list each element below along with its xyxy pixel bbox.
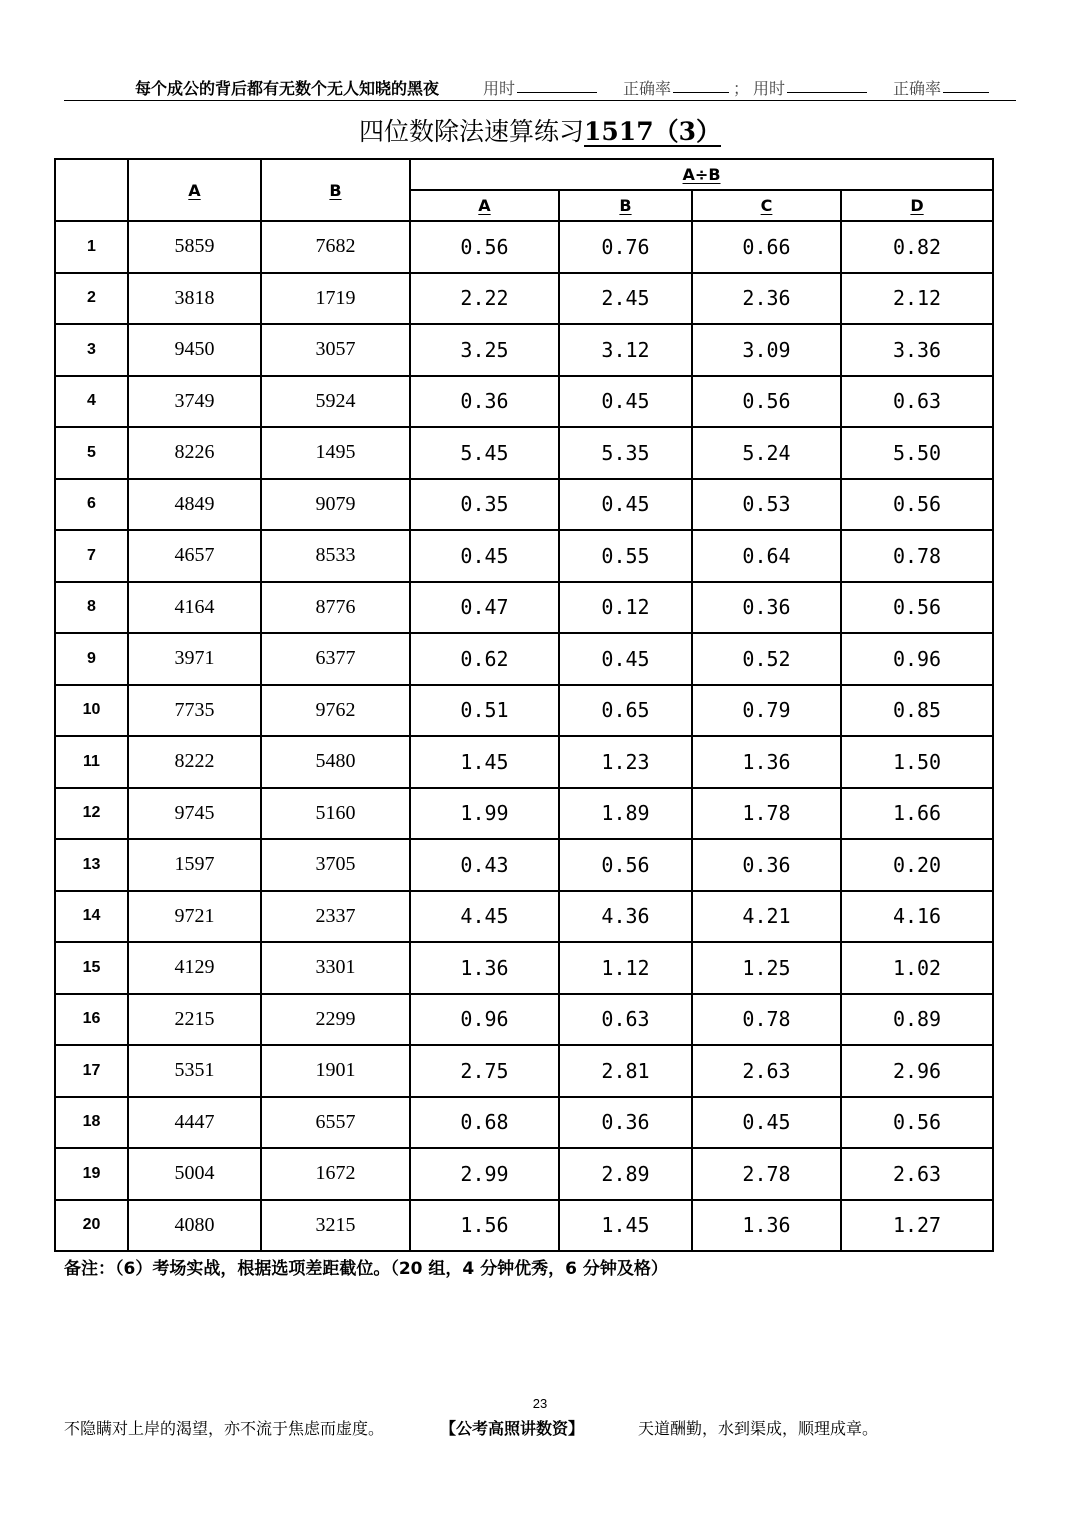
value-a: 4447 [128, 1097, 261, 1149]
table-row [55, 427, 993, 479]
option-d: 0.96 [841, 633, 993, 685]
option-header-c: C [692, 190, 841, 221]
option-d: 0.63 [841, 376, 993, 428]
value-a: 4080 [128, 1200, 261, 1252]
header-rule [64, 100, 1016, 101]
value-a: 4849 [128, 479, 261, 531]
value-b: 3301 [261, 942, 410, 994]
table-row [55, 1045, 993, 1097]
value-a: 9745 [128, 788, 261, 840]
value-a: 5004 [128, 1148, 261, 1200]
time-blank-1[interactable] [517, 76, 597, 93]
value-b: 2299 [261, 994, 410, 1046]
option-a: 5.45 [410, 427, 559, 479]
option-header-b: B [559, 190, 692, 221]
option-d: 0.20 [841, 839, 993, 891]
row-number: 9 [55, 633, 128, 685]
option-c: 1.25 [692, 942, 841, 994]
table-row [55, 839, 993, 891]
value-b: 6557 [261, 1097, 410, 1149]
option-c: 0.53 [692, 479, 841, 531]
row-number: 2 [55, 273, 128, 325]
value-a: 2215 [128, 994, 261, 1046]
option-c: 1.36 [692, 736, 841, 788]
option-a: 0.45 [410, 530, 559, 582]
option-b: 0.12 [559, 582, 692, 634]
table-row [55, 685, 993, 737]
option-c: 0.66 [692, 221, 841, 273]
table-row [55, 221, 993, 273]
option-a: 0.36 [410, 376, 559, 428]
option-d: 1.66 [841, 788, 993, 840]
option-a: 1.56 [410, 1200, 559, 1252]
row-number: 5 [55, 427, 128, 479]
option-b: 1.23 [559, 736, 692, 788]
option-c: 0.56 [692, 376, 841, 428]
option-a: 4.45 [410, 891, 559, 943]
option-d: 0.89 [841, 994, 993, 1046]
accuracy-blank-2[interactable] [943, 76, 989, 93]
row-number: 3 [55, 324, 128, 376]
option-d: 2.96 [841, 1045, 993, 1097]
option-b: 1.89 [559, 788, 692, 840]
value-b: 7682 [261, 221, 410, 273]
option-a: 2.99 [410, 1148, 559, 1200]
value-b: 1719 [261, 273, 410, 325]
value-b: 9079 [261, 479, 410, 531]
division-practice-table [54, 158, 994, 1252]
value-b: 6377 [261, 633, 410, 685]
option-a: 1.36 [410, 942, 559, 994]
note: 备注：（6）考场实战，根据选项差距截位。（20 组，4 分钟优秀，6 分钟及格） [64, 1259, 668, 1279]
option-a: 0.68 [410, 1097, 559, 1149]
page-number: 23 [532, 1396, 548, 1411]
option-d: 5.50 [841, 427, 993, 479]
table-row [55, 994, 993, 1046]
row-number: 17 [55, 1045, 128, 1097]
option-b: 1.12 [559, 942, 692, 994]
row-number: 8 [55, 582, 128, 634]
value-b: 5160 [261, 788, 410, 840]
header-separator: ； [733, 79, 750, 98]
value-a: 8226 [128, 427, 261, 479]
option-d: 0.56 [841, 582, 993, 634]
option-b: 0.65 [559, 685, 692, 737]
option-c: 0.52 [692, 633, 841, 685]
index-header [55, 159, 128, 221]
header-motto: 每个成公的背后都有无数个无人知晓的黑夜 [135, 79, 440, 98]
value-b: 1901 [261, 1045, 410, 1097]
option-c: 1.36 [692, 1200, 841, 1252]
option-c: 5.24 [692, 427, 841, 479]
option-d: 2.12 [841, 273, 993, 325]
option-b: 0.55 [559, 530, 692, 582]
value-a: 4657 [128, 530, 261, 582]
value-b: 2337 [261, 891, 410, 943]
table-row [55, 942, 993, 994]
row-number: 19 [55, 1148, 128, 1200]
option-header-a: A [410, 190, 559, 221]
option-a: 0.56 [410, 221, 559, 273]
option-c: 0.78 [692, 994, 841, 1046]
row-number: 6 [55, 479, 128, 531]
table-row [55, 582, 993, 634]
option-b: 0.45 [559, 633, 692, 685]
page-title [0, 112, 1080, 148]
group-header-quotient: A÷B [410, 159, 993, 190]
row-number: 20 [55, 1200, 128, 1252]
time-label-1: 用时 [483, 79, 516, 98]
footer-middle: 【公考高照讲数资】 [440, 1419, 585, 1438]
option-c: 0.79 [692, 685, 841, 737]
table-row [55, 530, 993, 582]
value-a: 4129 [128, 942, 261, 994]
value-b: 3057 [261, 324, 410, 376]
option-b: 0.76 [559, 221, 692, 273]
table-row [55, 1200, 993, 1252]
row-number: 18 [55, 1097, 128, 1149]
table-row [55, 788, 993, 840]
option-a: 2.75 [410, 1045, 559, 1097]
title-number: 1517（3） [584, 117, 721, 146]
value-a: 9721 [128, 891, 261, 943]
option-b: 5.35 [559, 427, 692, 479]
option-header-d: D [841, 190, 993, 221]
table-row [55, 479, 993, 531]
footer-right: 天道酬勤，水到渠成，顺理成章。 [638, 1419, 879, 1438]
row-number: 15 [55, 942, 128, 994]
option-d: 1.50 [841, 736, 993, 788]
option-a: 1.99 [410, 788, 559, 840]
value-a: 7735 [128, 685, 261, 737]
option-d: 0.56 [841, 479, 993, 531]
option-d: 1.02 [841, 942, 993, 994]
option-a: 0.35 [410, 479, 559, 531]
table-row [55, 1097, 993, 1149]
option-d: 4.16 [841, 891, 993, 943]
value-b: 1672 [261, 1148, 410, 1200]
column-header-a: A [128, 159, 261, 221]
value-b: 5924 [261, 376, 410, 428]
option-a: 0.47 [410, 582, 559, 634]
row-number: 7 [55, 530, 128, 582]
page-header [135, 76, 1015, 100]
option-a: 0.51 [410, 685, 559, 737]
value-a: 4164 [128, 582, 261, 634]
option-d: 0.78 [841, 530, 993, 582]
row-number: 10 [55, 685, 128, 737]
option-b: 3.12 [559, 324, 692, 376]
option-d: 2.63 [841, 1148, 993, 1200]
option-b: 0.45 [559, 479, 692, 531]
row-number: 14 [55, 891, 128, 943]
accuracy-label-2: 正确率 [893, 79, 942, 98]
value-a: 8222 [128, 736, 261, 788]
option-a: 3.25 [410, 324, 559, 376]
option-b: 0.36 [559, 1097, 692, 1149]
table-row [55, 1148, 993, 1200]
value-b: 8533 [261, 530, 410, 582]
value-a: 5859 [128, 221, 261, 273]
value-b: 3705 [261, 839, 410, 891]
option-b: 2.89 [559, 1148, 692, 1200]
option-d: 0.56 [841, 1097, 993, 1149]
row-number: 13 [55, 839, 128, 891]
value-a: 3749 [128, 376, 261, 428]
option-c: 0.64 [692, 530, 841, 582]
option-b: 0.63 [559, 994, 692, 1046]
table-row [55, 376, 993, 428]
value-a: 3971 [128, 633, 261, 685]
time-label-2: 用时 [753, 79, 786, 98]
option-d: 1.27 [841, 1200, 993, 1252]
option-b: 2.45 [559, 273, 692, 325]
row-number: 11 [55, 736, 128, 788]
accuracy-label-1: 正确率 [623, 79, 672, 98]
value-b: 1495 [261, 427, 410, 479]
option-b: 1.45 [559, 1200, 692, 1252]
row-number: 1 [55, 221, 128, 273]
option-c: 2.36 [692, 273, 841, 325]
option-c: 0.45 [692, 1097, 841, 1149]
value-a: 1597 [128, 839, 261, 891]
option-a: 0.62 [410, 633, 559, 685]
title-text: 四位数除法速算练习 [359, 117, 585, 146]
option-c: 4.21 [692, 891, 841, 943]
option-b: 2.81 [559, 1045, 692, 1097]
option-c: 0.36 [692, 582, 841, 634]
option-c: 0.36 [692, 839, 841, 891]
footer-left: 不隐瞒对上岸的渴望，亦不流于焦虑而虚度。 [64, 1419, 385, 1438]
option-a: 0.43 [410, 839, 559, 891]
option-c: 1.78 [692, 788, 841, 840]
option-b: 0.56 [559, 839, 692, 891]
row-number: 4 [55, 376, 128, 428]
option-c: 2.78 [692, 1148, 841, 1200]
table-row [55, 324, 993, 376]
option-b: 0.45 [559, 376, 692, 428]
value-b: 3215 [261, 1200, 410, 1252]
row-number: 16 [55, 994, 128, 1046]
option-a: 0.96 [410, 994, 559, 1046]
table-row [55, 736, 993, 788]
accuracy-blank-1[interactable] [673, 76, 729, 93]
table-row [55, 891, 993, 943]
option-d: 3.36 [841, 324, 993, 376]
option-a: 2.22 [410, 273, 559, 325]
option-c: 2.63 [692, 1045, 841, 1097]
value-b: 5480 [261, 736, 410, 788]
value-a: 9450 [128, 324, 261, 376]
value-b: 8776 [261, 582, 410, 634]
value-b: 9762 [261, 685, 410, 737]
option-c: 3.09 [692, 324, 841, 376]
option-b: 4.36 [559, 891, 692, 943]
row-number: 12 [55, 788, 128, 840]
table-row [55, 273, 993, 325]
option-a: 1.45 [410, 736, 559, 788]
value-a: 3818 [128, 273, 261, 325]
table-row [55, 633, 993, 685]
time-blank-2[interactable] [787, 76, 867, 93]
column-header-b: B [261, 159, 410, 221]
value-a: 5351 [128, 1045, 261, 1097]
option-d: 0.82 [841, 221, 993, 273]
option-d: 0.85 [841, 685, 993, 737]
